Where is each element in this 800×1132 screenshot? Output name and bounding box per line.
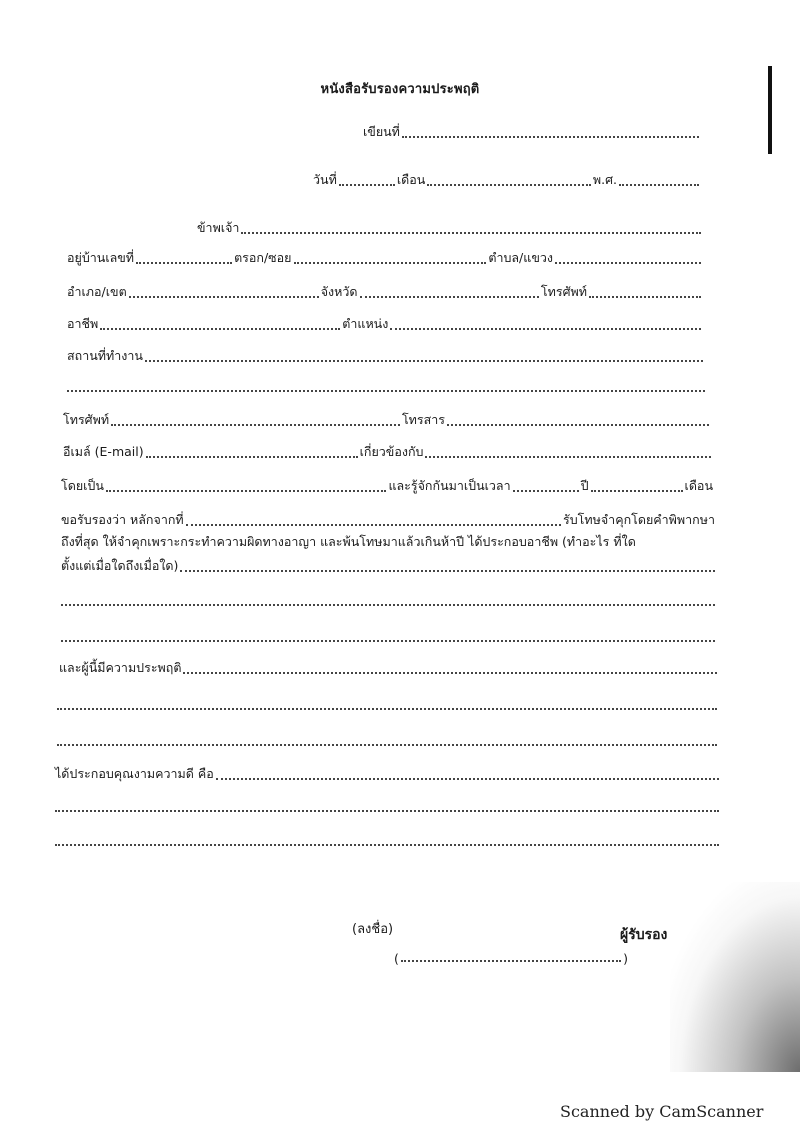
year-unit: ปี	[580, 478, 589, 493]
district-label: อำเภอ/เขต	[67, 284, 127, 299]
conduct-field-2[interactable]	[57, 708, 717, 710]
house-no-label: อยู่บ้านเลขที่	[67, 250, 135, 265]
occupation-label: อาชีพ	[67, 316, 99, 331]
year-label: พ.ศ.	[592, 172, 617, 187]
subdistrict-label: ตำบล/แขวง	[488, 250, 553, 265]
scanner-watermark: Scanned by CamScanner	[560, 1102, 764, 1121]
district-row	[66, 282, 702, 302]
merit-row-2	[54, 796, 720, 816]
paren-open: (	[394, 951, 399, 966]
document-title: หนังสือรับรองความประพฤติ	[320, 82, 480, 97]
workplace-label: สถานที่ทำงาน	[67, 348, 143, 363]
certify-line-2	[60, 532, 720, 552]
occupation-field[interactable]	[100, 328, 340, 330]
year-field[interactable]	[619, 184, 699, 186]
certify-line-3	[60, 556, 716, 576]
merit-field-3[interactable]	[55, 844, 719, 846]
merit-label: ได้ประกอบคุณงามความดี คือ	[55, 766, 214, 781]
month-field[interactable]	[427, 184, 591, 186]
merit-field-2[interactable]	[55, 810, 719, 812]
conduct-field[interactable]	[183, 672, 717, 674]
phone2-label: โทรศัพท์	[63, 412, 110, 427]
certifier-name-field[interactable]	[401, 960, 621, 962]
province-label: จังหวัด	[320, 284, 358, 299]
contact-row	[62, 410, 710, 430]
phone-field[interactable]	[589, 296, 701, 298]
known-months-field[interactable]	[591, 490, 683, 492]
related-field[interactable]	[425, 456, 711, 458]
occupation-row	[66, 314, 702, 334]
certifier-label: ผู้รับรอง	[620, 927, 668, 943]
workplace-field-2[interactable]	[67, 390, 705, 392]
relationship-row	[60, 476, 714, 496]
merit-row	[54, 764, 720, 784]
conduct-label: และผู้นี้มีความประพฤติ	[59, 660, 182, 675]
email-field[interactable]	[146, 456, 358, 458]
paren-close: )	[623, 951, 628, 966]
by-being-field[interactable]	[106, 490, 387, 492]
subdistrict-field[interactable]	[555, 262, 701, 264]
written-at-field[interactable]	[402, 136, 699, 138]
certify-end-label: รับโทษจำคุกโดยคำพิพากษา	[563, 512, 715, 527]
release-field[interactable]	[186, 524, 561, 526]
conduct-row	[58, 658, 718, 678]
occupation-history-field-3[interactable]	[61, 640, 715, 642]
alley-field[interactable]	[294, 262, 487, 264]
house-no-field[interactable]	[136, 262, 232, 264]
position-label: ตำแหน่ง	[342, 316, 389, 331]
merit-field[interactable]	[216, 778, 719, 780]
phone-label: โทรศัพท์	[540, 284, 587, 299]
province-field[interactable]	[360, 296, 539, 298]
written-at-label: เขียนที่	[363, 124, 400, 139]
fax-field[interactable]	[447, 424, 709, 426]
phone2-field[interactable]	[111, 424, 400, 426]
day-field[interactable]	[339, 184, 395, 186]
alley-label: ตรอก/ซอย	[234, 250, 292, 265]
workplace-field[interactable]	[145, 360, 703, 362]
merit-row-3	[54, 830, 720, 850]
occupation-history-field-2[interactable]	[61, 604, 715, 606]
date-row	[312, 170, 700, 190]
email-label: อีเมล์ (E-mail)	[63, 444, 144, 459]
signature-name-row	[393, 946, 629, 966]
written-at-row	[362, 122, 700, 142]
occupation-history-field[interactable]	[180, 570, 715, 572]
district-field[interactable]	[129, 296, 319, 298]
conduct-row-3	[56, 730, 718, 750]
by-being-label: โดยเป็น	[61, 478, 104, 493]
certify-line-1	[60, 510, 716, 530]
address-row	[66, 248, 702, 268]
conduct-row-2	[56, 694, 718, 714]
conduct-field-3[interactable]	[57, 744, 717, 746]
certify-line-3-text: ตั้งแต่เมื่อใดถึงเมื่อใด)	[61, 558, 179, 573]
month-unit: เดือน	[684, 478, 713, 493]
workplace-row	[66, 346, 704, 366]
email-row	[62, 442, 712, 462]
position-field[interactable]	[390, 328, 701, 330]
date-label: วันที่	[313, 172, 337, 187]
name-field[interactable]	[241, 232, 701, 234]
sign-label: (ลงชื่อ)	[352, 922, 394, 937]
scan-shadow	[670, 882, 800, 1072]
known-label: และรู้จักกันมาเป็นเวลา	[388, 478, 511, 493]
related-label: เกี่ยวข้องกับ	[359, 444, 424, 459]
month-label: เดือน	[396, 172, 426, 187]
workplace-row-2	[66, 376, 706, 396]
certify-line-2-text: ถึงที่สุด ให้จำคุกเพราะกระทำความผิดทางอาญา และพ้นโทษมาแล้วเกินห้าปี ได้ประกอบอาชีพ (ทำอะไร ที่ใด	[61, 534, 636, 549]
occupation-history-line-3	[60, 626, 716, 646]
certify-start-label: ขอรับรองว่า หลักจากที่	[61, 512, 184, 527]
i-label: ข้าพเจ้า	[197, 220, 240, 235]
known-years-field[interactable]	[513, 490, 579, 492]
fax-label: โทรสาร	[401, 412, 445, 427]
occupation-history-line-2	[60, 590, 716, 610]
i-row	[196, 218, 702, 238]
